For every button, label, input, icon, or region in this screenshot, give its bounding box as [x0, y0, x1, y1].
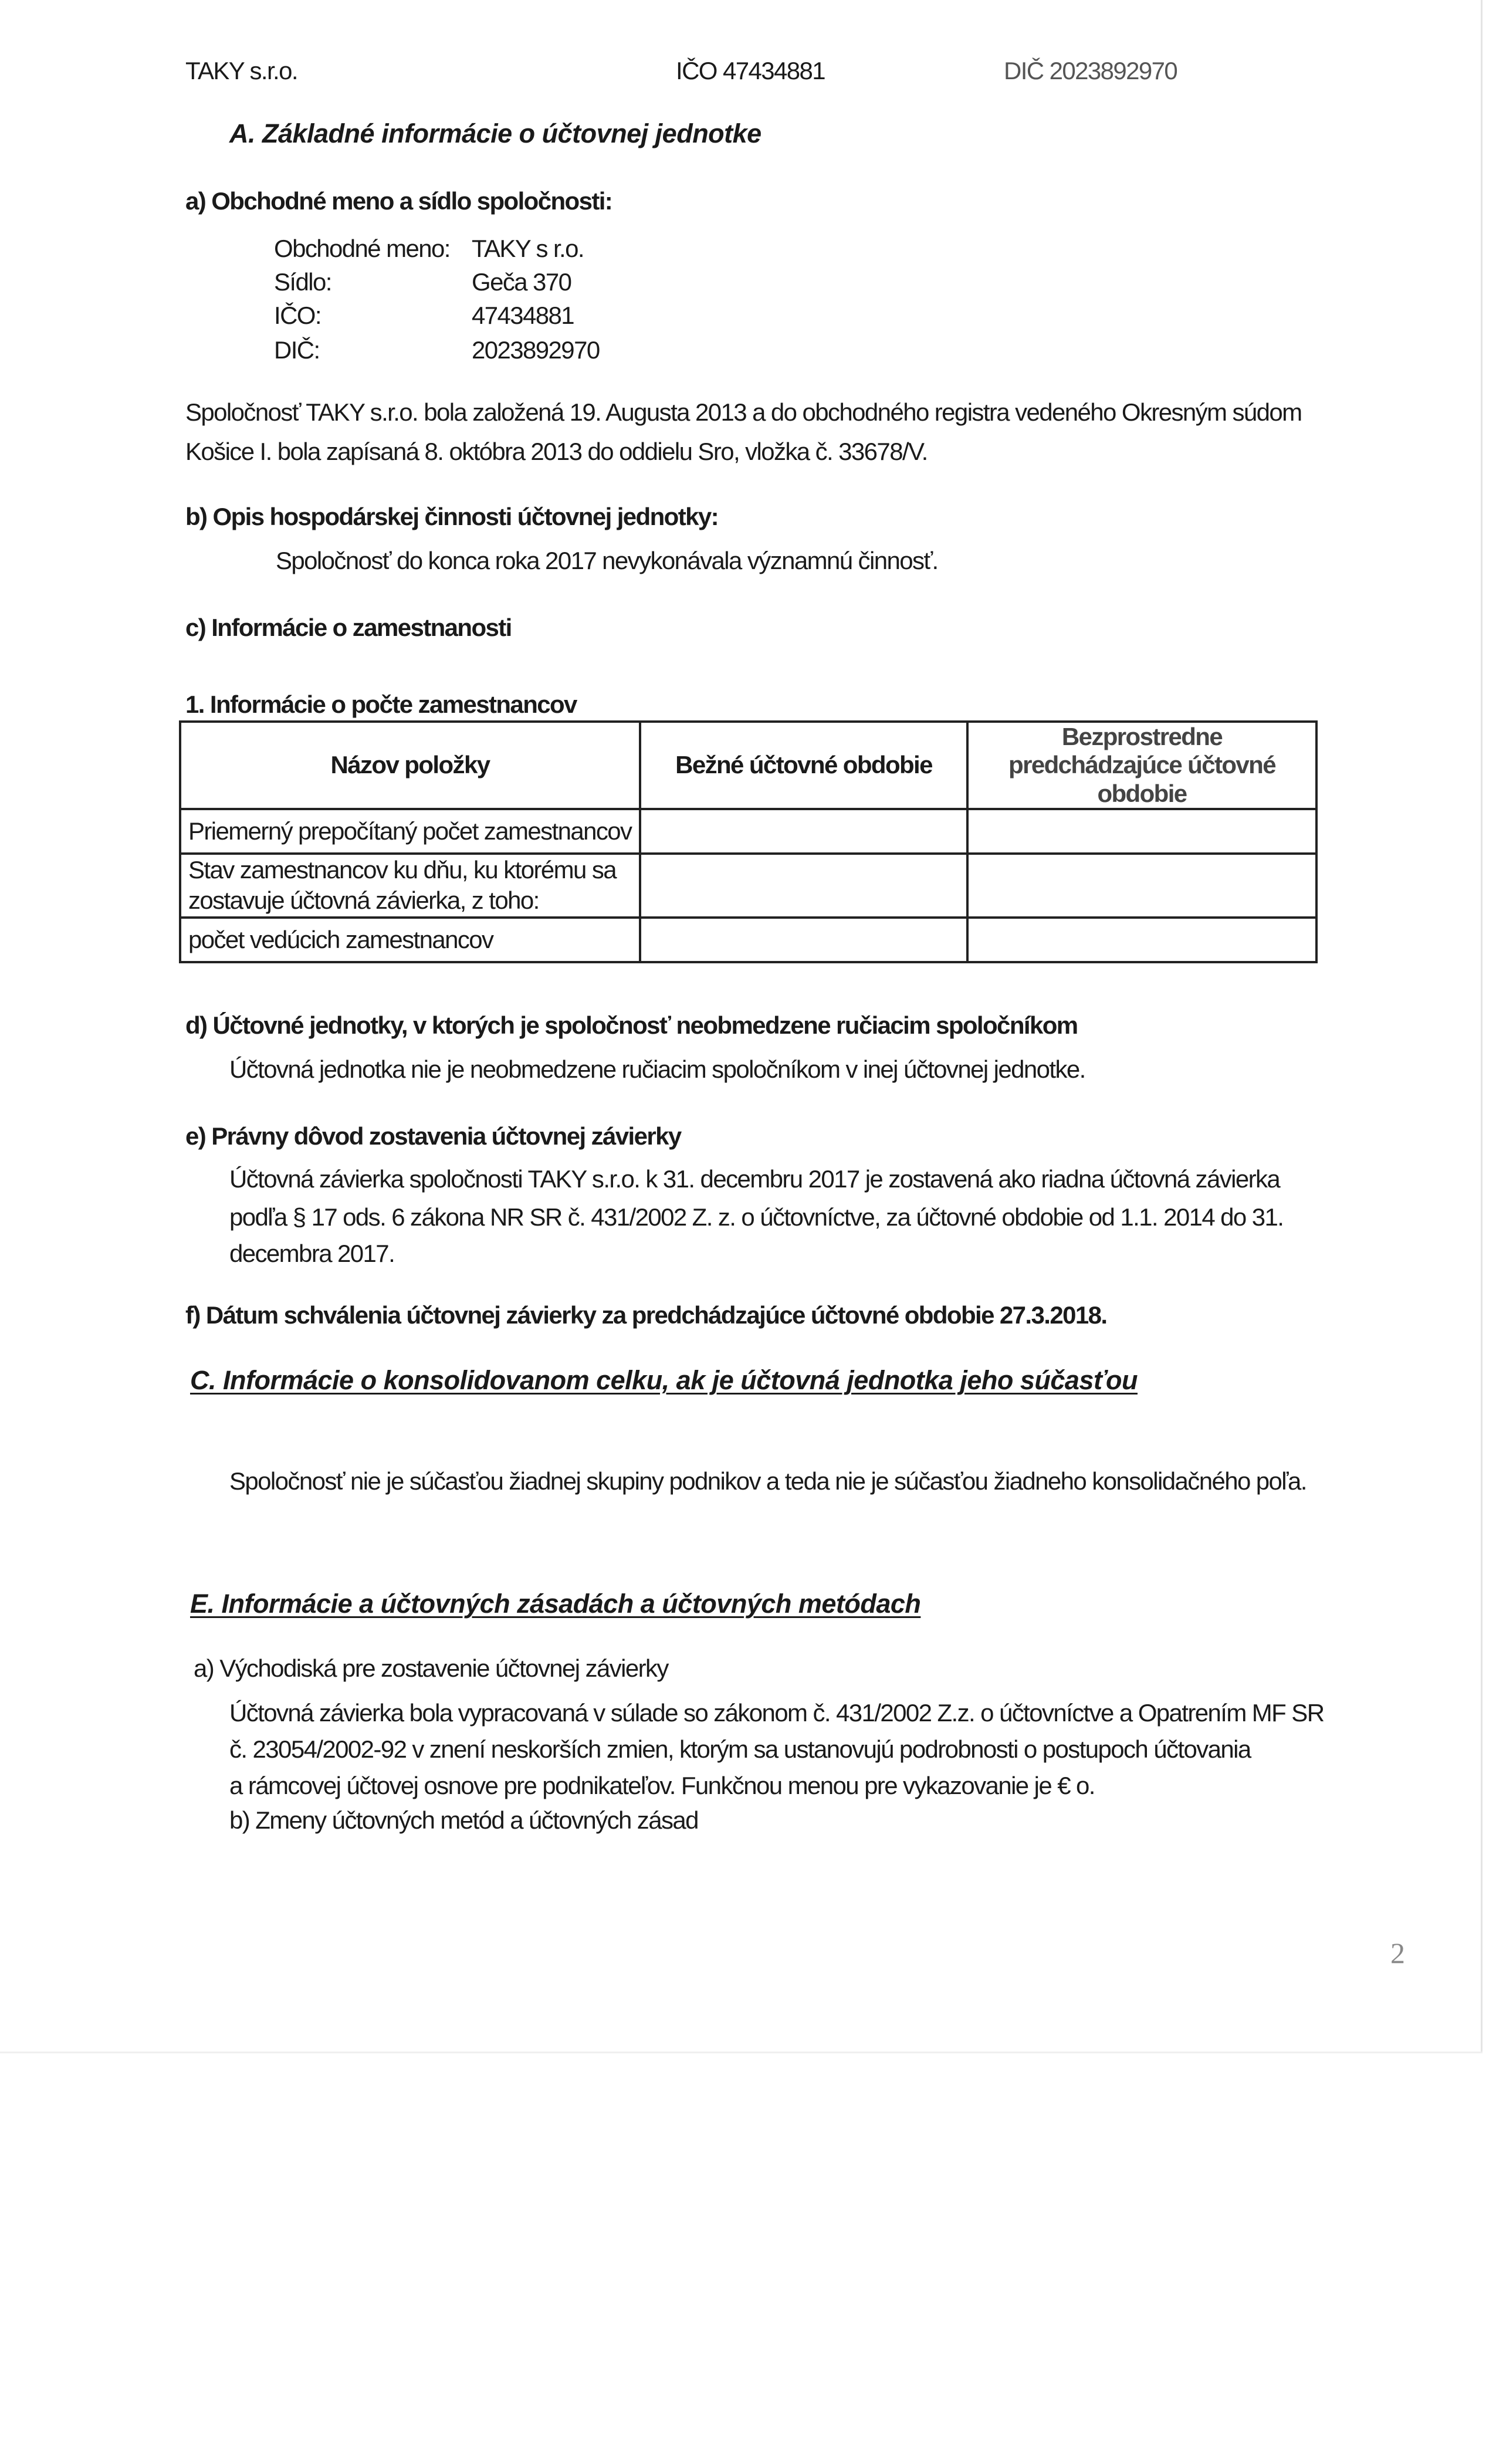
section-a-a-heading: a) Obchodné meno a sídlo spoločnosti:: [185, 187, 612, 215]
section-a-b-heading: b) Opis hospodárskej činnosti účtovnej jednotky:: [185, 503, 719, 530]
table-row: [180, 854, 1316, 918]
section-a-e-line-2: podľa § 17 ods. 6 zákona NR SR č. 431/2002 Z. z. o účtovníctve, za účtovné obdobie od 1.1. 2014 do 31.: [229, 1203, 1284, 1231]
table-cell-previous: [967, 809, 1316, 854]
section-a-e-line-3: decembra 2017.: [229, 1240, 395, 1267]
section-a-d-text: Účtovná jednotka nie je neobmedzene ručiacim spoločníkom v inej účtovnej jednotke.: [229, 1055, 1085, 1083]
section-c-title: C. Informácie o konsolidovanom celku, ak je účtovná jednotka jeho súčasťou: [190, 1365, 1138, 1395]
employee-table: [179, 720, 1318, 963]
field-value-ico: 47434881: [472, 302, 574, 329]
table-header-previous: Bezprostredne predchádzajúce účtovné obdobie: [967, 722, 1316, 809]
section-a-title: A. Základné informácie o účtovnej jednotke: [229, 119, 761, 148]
section-a-c1-heading: 1. Informácie o počte zamestnancov: [185, 691, 577, 718]
field-value-dic: 2023892970: [472, 336, 600, 364]
table-cell-name: Priemerný prepočítaný počet zamestnancov: [180, 809, 640, 854]
page-edge: [1481, 0, 1483, 2052]
section-e-a-line-2: č. 23054/2002-92 v znení neskorších zmien, ktorým sa ustanovujú podrobnosti o postupoch účtovania: [229, 1735, 1251, 1763]
header-company: TAKY s.r.o.: [185, 57, 297, 84]
founding-line-1: Spoločnosť TAKY s.r.o. bola založená 19. Augusta 2013 a do obchodného registra vedeného Okresným súdom: [185, 398, 1302, 426]
section-a-b-text: Spoločnosť do konca roka 2017 nevykonávala významnú činnosť.: [276, 547, 938, 574]
header-ico: IČO 47434881: [676, 57, 825, 84]
section-a-e-line-1: Účtovná závierka spoločnosti TAKY s.r.o. k 31. decembru 2017 je zostavená ako riadna účtovná závierka: [229, 1165, 1280, 1193]
field-label-ico: IČO:: [274, 302, 321, 329]
section-e-b-heading: b) Zmeny účtovných metód a účtovných zásad: [229, 1806, 698, 1834]
table-row: [180, 809, 1316, 854]
table-header-current: Bežné účtovné obdobie: [640, 722, 967, 809]
founding-line-2: Košice I. bola zapísaná 8. októbra 2013 do oddielu Sro, vložka č. 33678/V.: [185, 438, 928, 465]
table-header-row: [180, 722, 1316, 809]
field-label-name: Obchodné meno:: [274, 235, 450, 262]
section-a-e-heading: e) Právny dôvod zostavenia účtovnej závierky: [185, 1122, 681, 1150]
page-bottom-edge: [0, 2052, 1483, 2053]
field-label-dic: DIČ:: [274, 336, 320, 364]
table-cell-current: [640, 918, 967, 962]
table-cell-name: Stav zamestnancov ku dňu, ku ktorému sa zostavuje účtovná závierka, z toho:: [180, 854, 640, 918]
table-cell-previous: [967, 918, 1316, 962]
field-label-seat: Sídlo:: [274, 268, 331, 296]
field-value-name: TAKY s r.o.: [472, 235, 584, 262]
section-a-f-heading: f) Dátum schválenia účtovnej závierky za predchádzajúce účtovné obdobie 27.3.2018.: [185, 1301, 1107, 1329]
section-e-a-heading: a) Východiská pre zostavenie účtovnej závierky: [194, 1654, 668, 1682]
section-c-text: Spoločnosť nie je súčasťou žiadnej skupiny podnikov a teda nie je súčasťou žiadneho konsolidačného poľa.: [229, 1467, 1307, 1495]
field-value-seat: Geča 370: [472, 268, 571, 296]
table-cell-current: [640, 854, 967, 918]
section-a-d-heading: d) Účtovné jednotky, v ktorých je spoločnosť neobmedzene ručiacim spoločníkom: [185, 1011, 1078, 1039]
table-cell-current: [640, 809, 967, 854]
section-e-a-line-1: Účtovná závierka bola vypracovaná v súlade so zákonom č. 431/2002 Z.z. o účtovníctve a Opatrením MF SR: [229, 1699, 1324, 1727]
table-header-item: Názov položky: [180, 722, 640, 809]
table-cell-name: počet vedúcich zamestnancov: [180, 918, 640, 962]
table-cell-previous: [967, 854, 1316, 918]
header-dic: DIČ 2023892970: [1004, 57, 1177, 84]
section-e-title: E. Informácie a účtovných zásadách a účtovných metódach: [190, 1589, 921, 1619]
section-a-c-heading: c) Informácie o zamestnanosti: [185, 614, 512, 641]
page-number: 2: [1390, 1937, 1405, 1969]
table-row: [180, 918, 1316, 962]
section-e-a-line-3: a rámcovej účtovej osnove pre podnikateľov. Funkčnou menou pre vykazovanie je € o.: [229, 1772, 1095, 1799]
